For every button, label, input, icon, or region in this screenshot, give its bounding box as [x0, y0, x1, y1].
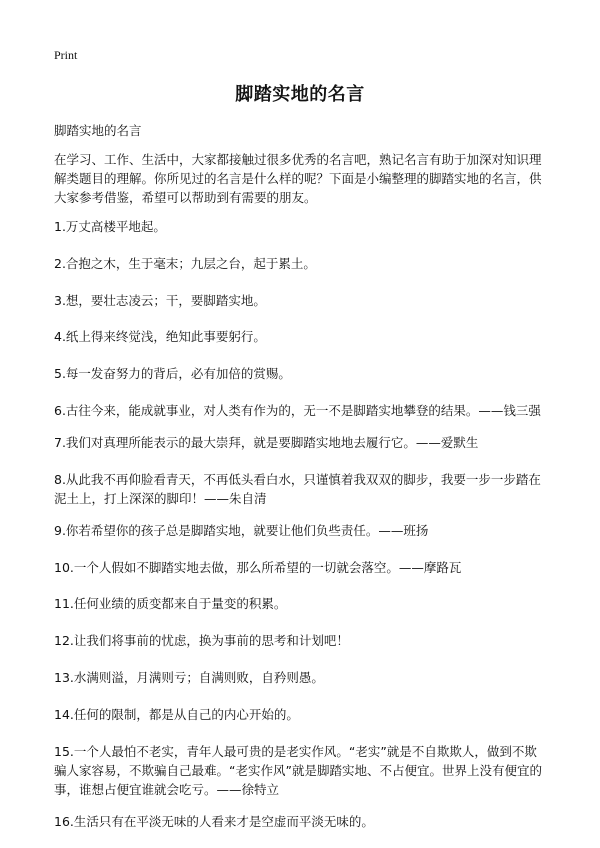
quote-item: 3.想，要壮志凌云；干，要脚踏实地。: [54, 292, 266, 308]
quote-item: 15.一个人最怕不老实，青年人最可贵的是老实作风。“老实”就是不自欺欺人，做到不欺骗人家容易，不欺骗自己最难。“老实作风”就是脚踏实地、不占便宜。世界上没有便宜的事，谁想占便宜谁就会吃亏。——徐特立: [54, 743, 542, 797]
quote-item: 16.生活只有在平淡无味的人看来才是空虚而平淡无味的。: [54, 813, 374, 829]
quote-item: 8.从此我不再仰脸看青天，不再低头看白水，只谨慎着我双双的脚步，我要一步一步踏在泥土上，打上深深的脚印！——朱自清: [54, 471, 541, 506]
quote-item: 4.纸上得来终觉浅，绝知此事要躬行。: [54, 329, 266, 345]
quote-item: 10.一个人假如不脚踏实地去做，那么所希望的一切就会落空。——摩路瓦: [54, 559, 462, 575]
quote-item: 2.合抱之木，生于毫末；九层之台，起于累土。: [54, 255, 316, 271]
page-subtitle: 脚踏实地的名言: [54, 123, 142, 138]
article-body: [54, 150, 548, 848]
quote-item: 11.任何业绩的质变都来自于量变的积累。: [54, 596, 287, 612]
quote-item: 5.每一发奋努力的背后，必有加倍的赏赐。: [54, 366, 291, 382]
quote-item: 13.水满则溢，月满则亏；自满则败，自矜则愚。: [54, 669, 324, 685]
print-link[interactable]: Print: [54, 48, 78, 62]
quote-list: [54, 217, 548, 831]
quote-item: 14.任何的限制，都是从自己的内心开始的。: [54, 706, 299, 722]
quote-item: 7.我们对真理所能表示的最大崇拜，就是要脚踏实地地去履行它。——爱默生: [54, 434, 479, 450]
page-title: 脚踏实地的名言: [235, 84, 365, 105]
quote-item: 9.你若希望你的孩子总是脚踏实地，就要让他们负些责任。——班扬: [54, 522, 429, 538]
quote-item: 12.让我们将事前的忧虑，换为事前的思考和计划吧！: [54, 633, 349, 649]
quote-item: 6.古往今来，能成就事业，对人类有作为的，无一不是脚踏实地攀登的结果。——钱三强: [54, 402, 541, 418]
intro-paragraph: 在学习、工作、生活中，大家都接触过很多优秀的名言吧，熟记名言有助于加深对知识理解类题目的理解。你所见过的名言是什么样的呢？下面是小编整理的脚踏实地的名言，供大家参考借鉴，希望可以帮助到有需要的朋友。: [54, 152, 542, 205]
quote-item: 1.万丈高楼平地起。: [54, 219, 166, 234]
